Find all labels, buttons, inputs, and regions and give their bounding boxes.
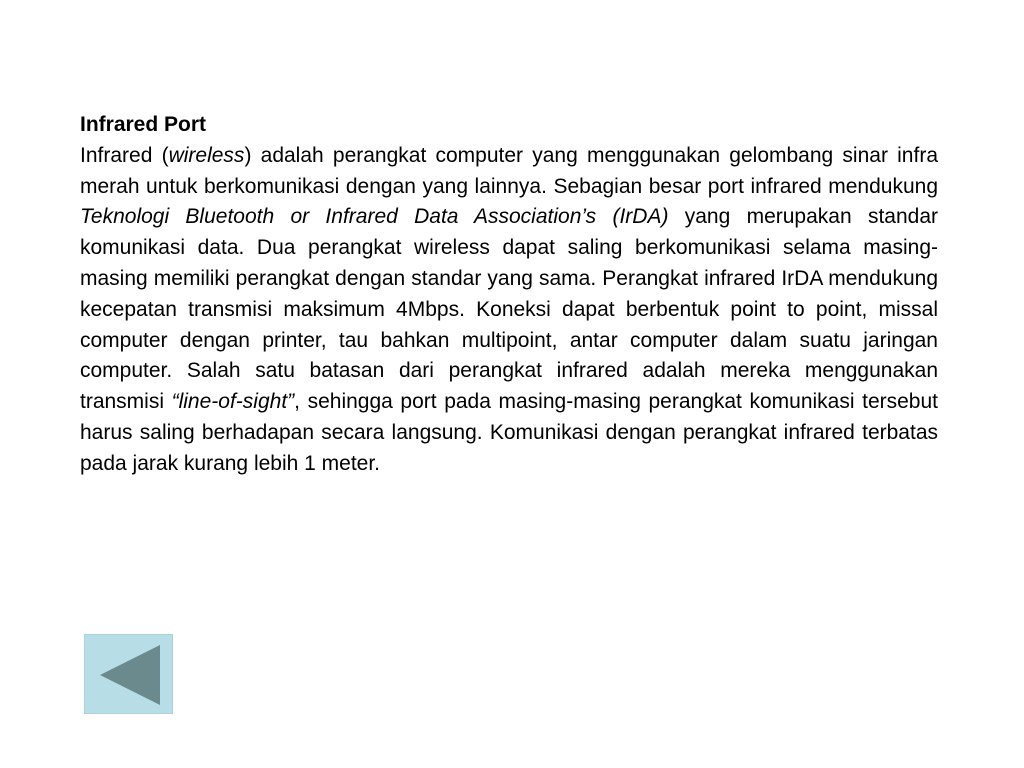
triangle-left-icon xyxy=(85,635,174,715)
paragraph-italic-wireless: wireless xyxy=(168,143,245,167)
slide-title: Infrared Port xyxy=(80,113,207,136)
slide-content xyxy=(80,110,938,480)
paragraph-italic-irda: Teknologi Bluetooth or Infrared Data Association’s (IrDA) xyxy=(80,205,669,229)
paragraph-text-1: Infrared ( xyxy=(80,143,169,167)
paragraph-italic-line-of-sight: “line-of-sight” xyxy=(171,390,295,414)
paragraph-text-4: , sehingga port pada masing-masing perangkat komunikasi tersebut harus saling berhadapan secara langsung. Komunikasi dengan perangkat infrared terbatas pada jarak kurang lebih 1 meter. xyxy=(80,390,938,475)
back-button[interactable] xyxy=(84,634,173,714)
slide-paragraph xyxy=(80,141,938,480)
paragraph-text-2: ) adalah perangkat computer yang menggunakan gelombang sinar infra merah untuk berkomunikasi dengan yang lainnya. Sebagian besar port infrared mendukung xyxy=(80,143,938,198)
paragraph-text-3: yang merupakan standar komunikasi data. Dua perangkat wireless dapat saling berkomunikasi selama masing-masing memiliki perangkat dengan standar yang sama. Perangkat infrared IrDA mendukung kecepatan transmisi maksimum 4Mbps. Koneksi dapat berbentuk point to point, missal computer dengan printer, tau bahkan multipoint, antar computer dalam suatu jaringan computer. Salah satu batasan dari perangkat infrared adalah mereka menggunakan transmisi xyxy=(80,205,938,414)
